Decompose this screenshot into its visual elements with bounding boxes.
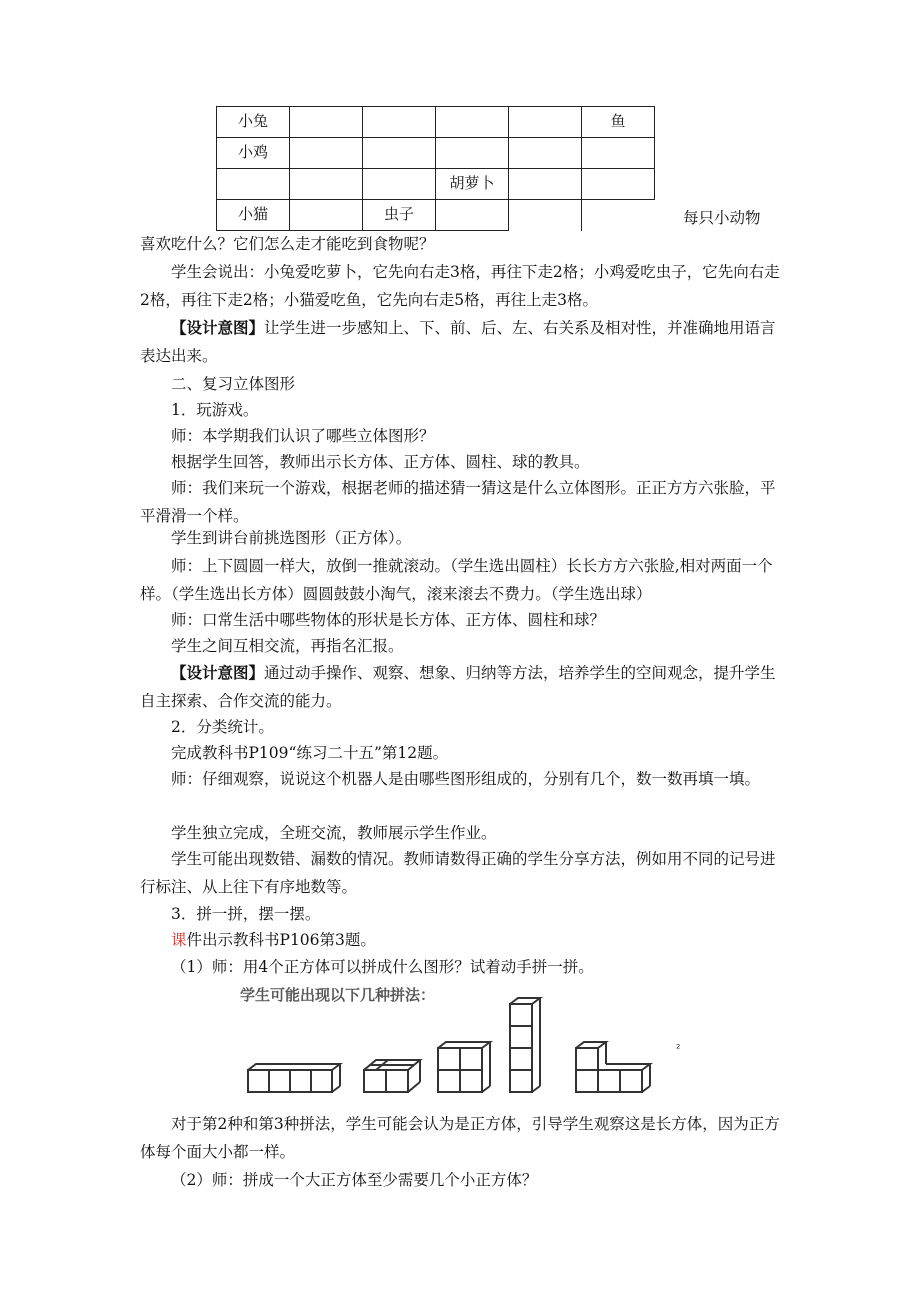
paragraph: 师：本学期我们认识了哪些立体图形？ bbox=[171, 427, 435, 445]
grid-cell: 胡萝卜 bbox=[436, 169, 509, 200]
paragraph: 完成教科书P109“练习二十五”第12题。 bbox=[171, 744, 449, 762]
grid-cell bbox=[582, 138, 655, 169]
grid-cell bbox=[509, 169, 582, 200]
design-intent-tag: 【设计意图】 bbox=[171, 318, 265, 337]
grid-cell: 小鸡 bbox=[217, 138, 290, 169]
paragraph: 学生之间互相交流，再指名汇报。 bbox=[171, 637, 404, 655]
design-intent-tag: 【设计意图】 bbox=[171, 663, 265, 682]
grid-cell: 小兔 bbox=[217, 107, 290, 138]
paragraph: 对于第2种和第3种拼法，学生可能会认为是正方体，引导学生观察这是长方体，因为正方体每个面大小都一样。 bbox=[140, 1115, 780, 1161]
cube-l-shape-arrangement bbox=[576, 1042, 650, 1092]
grid-cell bbox=[582, 200, 655, 231]
paragraph: 学生独立完成，全班交流，教师展示学生作业。 bbox=[171, 824, 497, 842]
paragraph: 师：我们来玩一个游戏，根据老师的描述猜一猜这是什么立体图形。正正方方六张脸，平平滑滑一个样。 bbox=[140, 479, 776, 525]
cube-flat-square-arrangement bbox=[364, 1060, 420, 1092]
grid-cell bbox=[509, 138, 582, 169]
cube-row-arrangement bbox=[248, 1064, 340, 1092]
paragraph: 1．玩游戏。 bbox=[171, 401, 259, 419]
paragraph: （2）师：拼成一个大正方体至少需要几个小正方体？ bbox=[171, 1171, 538, 1189]
paragraph: 2．分类统计。 bbox=[171, 718, 274, 736]
grid-cell bbox=[290, 138, 363, 169]
paragraph: 喜欢吃什么？它们怎么走才能吃到食物呢？ bbox=[140, 235, 435, 253]
paragraph: 学生可能出现数错、漏数的情况。教师请数得正确的学生分享方法，例如用不同的记号进行标注、从上往下有序地数等。 bbox=[140, 850, 776, 896]
paragraph: 师：口常生活中哪些物体的形状是长方体、正方体、圆柱和球？ bbox=[171, 611, 606, 629]
grid-cell bbox=[436, 200, 509, 231]
grid-cell bbox=[436, 107, 509, 138]
grid-cell: 鱼 bbox=[582, 107, 655, 138]
side-text: 每只小动物 bbox=[683, 209, 761, 227]
figure-mark: ² bbox=[676, 1042, 681, 1055]
paragraph: 学生会说出：小兔爱吃萝卜，它先向右走3格，再往下走2格；小鸡爱吃虫子，它先向右走2格，再往下走2格；小猫爱吃鱼，它先向右走5格，再往上走3格。 bbox=[140, 263, 780, 309]
paragraph: 根据学生回答，教师出示长方体、正方体、圆柱、球的教具。 bbox=[171, 453, 590, 471]
paragraph: 学生到讲台前挑选图形（正方体）。 bbox=[171, 529, 412, 547]
paragraph: 师：上下圆圆一样大，放倒一推就滚动。（学生选出圆柱）长长方方六张脸,相对两面一个样。（学生选出长方体）圆圆鼓鼓小淘气，滚来滚去不费力。（学生选出球） bbox=[140, 557, 773, 603]
paragraph: （1）师：用4个正方体可以拼成什么图形？试着动手拼一拼。 bbox=[171, 958, 594, 976]
grid-cell bbox=[363, 138, 436, 169]
grid-cell bbox=[290, 200, 363, 231]
grid-cell bbox=[217, 169, 290, 200]
paragraph: 【设计意图】通过动手操作、观察、想象、归纳等方法，培养学生的空间观念，提升学生自主探索、合作交流的能力。 bbox=[140, 663, 776, 710]
grid-cell bbox=[582, 169, 655, 200]
paragraph: 课件出示教科书P106第3题。 bbox=[171, 931, 376, 949]
grid-cell bbox=[290, 169, 363, 200]
grid-cell bbox=[290, 107, 363, 138]
table-row bbox=[217, 107, 655, 138]
grid-cell bbox=[363, 169, 436, 200]
grid-cell bbox=[436, 138, 509, 169]
animal-grid bbox=[216, 106, 655, 231]
figure-title: 学生可能出现以下几种拼法： bbox=[240, 986, 436, 1004]
table-row bbox=[217, 169, 655, 200]
grid-cell bbox=[509, 107, 582, 138]
paragraph: 3．拼一拼，摆一摆。 bbox=[171, 905, 321, 923]
cube-standing-square-arrangement bbox=[438, 1042, 490, 1092]
cube-arrangements-figure bbox=[240, 982, 690, 1098]
paragraph: 【设计意图】让学生进一步感知上、下、前、后、左、右关系及相对性，并准确地用语言表达出来。 bbox=[140, 318, 776, 365]
grid-cell: 小猫 bbox=[217, 200, 290, 231]
grid-cell bbox=[509, 200, 582, 231]
table-row bbox=[217, 138, 655, 169]
grid-cell bbox=[363, 107, 436, 138]
grid-cell: 虫子 bbox=[363, 200, 436, 231]
table-row bbox=[217, 200, 655, 231]
cube-tower-arrangement bbox=[510, 998, 540, 1092]
paragraph: 师：仔细观察，说说这个机器人是由哪些图形组成的，分别有几个，数一数再填一填。 bbox=[171, 770, 761, 788]
section-heading: 二、复习立体图形 bbox=[171, 375, 296, 393]
